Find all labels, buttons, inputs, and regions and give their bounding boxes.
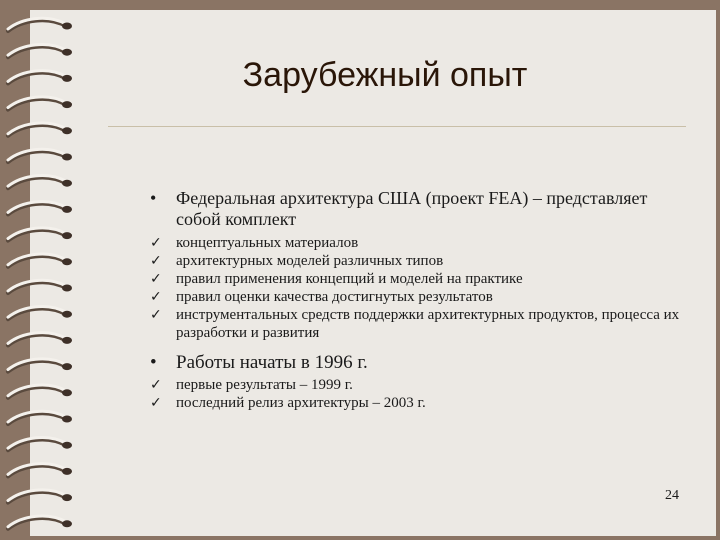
checkmark-icon: ✓	[150, 289, 162, 305]
bullet-item	[150, 188, 680, 230]
checkmark-icon: ✓	[150, 235, 162, 251]
sub-item	[150, 376, 680, 394]
sub-item-text: правил оценки качества достигнутых результатов	[176, 289, 493, 305]
sub-item-text: архитектурных моделей различных типов	[176, 253, 444, 269]
title-divider	[108, 126, 686, 127]
sub-item	[150, 252, 680, 270]
sub-item-text: правил применения концепций и моделей на практике	[176, 271, 523, 287]
bullet-text: Работы начаты в 1996 г.	[176, 352, 368, 373]
bullet-item	[150, 352, 680, 373]
sub-item-text: последний релиз архитектуры – 2003 г.	[176, 395, 426, 411]
bullet-text: Федеральная архитектура США (проект FEA) – представляет собой комплект	[176, 188, 648, 229]
page-number: 24	[665, 488, 679, 503]
slide-content	[150, 188, 680, 412]
sub-item	[150, 270, 680, 288]
sub-item	[150, 288, 680, 306]
sub-item-text: первые результаты – 1999 г.	[176, 377, 353, 393]
slide-title: Зарубежный опыт	[242, 56, 528, 94]
checkmark-icon: ✓	[150, 395, 162, 411]
sub-item-text: концептуальных материалов	[176, 235, 359, 251]
checkmark-icon: ✓	[150, 253, 162, 269]
sub-item	[150, 234, 680, 252]
sub-item	[150, 394, 680, 412]
bullet-dot-icon: •	[150, 352, 157, 373]
checkmark-icon: ✓	[150, 377, 162, 393]
bullet-dot-icon: •	[150, 188, 157, 208]
sub-item-text: инструментальных средств поддержки архитектурных продуктов, процесса их разработки и развития	[176, 307, 680, 341]
checkmark-icon: ✓	[150, 271, 162, 287]
sub-item	[150, 306, 680, 342]
spiral-binding-icon	[0, 0, 80, 540]
checkmark-icon: ✓	[150, 307, 162, 323]
